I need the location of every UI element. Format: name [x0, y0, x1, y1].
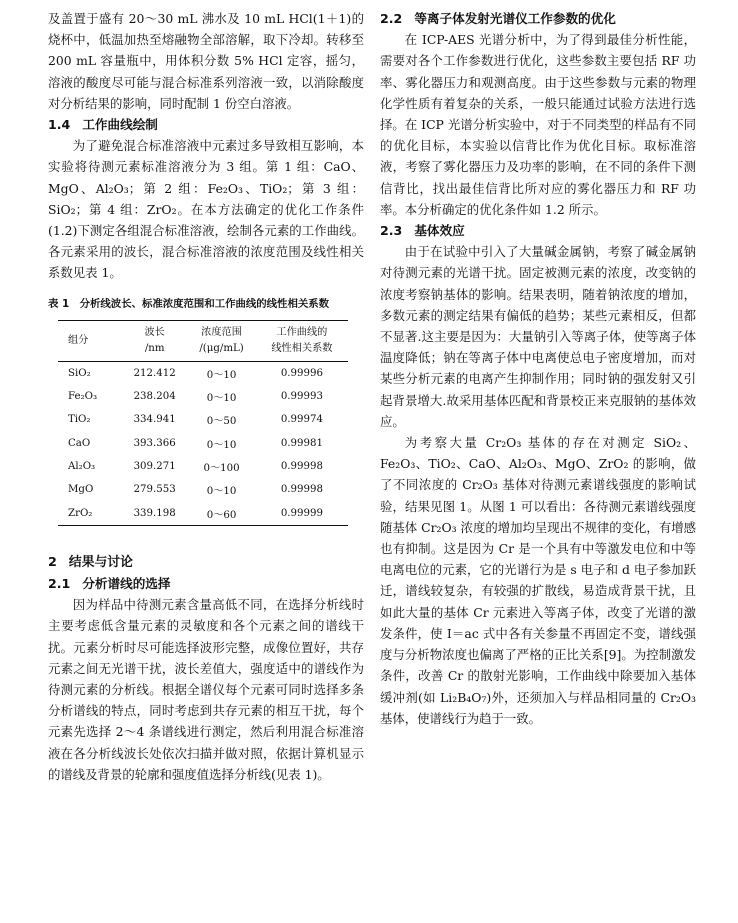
cell-coefficient: 0.99974 [280, 414, 323, 426]
cell-range: 0～10 [206, 369, 237, 381]
section-title: 分析谱线的选择 [82, 575, 171, 591]
section-number: 2.2 [380, 11, 403, 26]
cell-component: TiO₂ [68, 414, 91, 426]
cell-component: SiO₂ [68, 367, 91, 379]
cell-component: ZrO₂ [68, 507, 93, 519]
cell-wavelength: 393.366 [133, 437, 176, 449]
cell-coefficient: 0.99996 [280, 367, 323, 379]
cell-range: 0～100 [203, 462, 240, 474]
cell-component: Fe₂O₃ [68, 391, 98, 403]
cell-coefficient: 0.99999 [280, 507, 323, 519]
section-2-3-heading [380, 220, 696, 241]
section-1-4-paragraph: 为了避免混合标准溶液中元素过多导致相互影响，本实验将待测元素标准溶液分为 3 组。第 1 组：CaO、MgO、Al₂O₃；第 2 组：Fe₂O₃、TiO₂；第 3 组：SiO₂；第 4 组：ZrO₂。在本方法确定的优化工作条件(1.2)下测定各组混合标准溶液，绘制各元素的工作曲线。各元素采用的波长，混合标准溶液的浓度范围及线性相关系数见表 1。 [48, 138, 364, 281]
cell-wavelength: 279.553 [133, 484, 176, 496]
table-1 [58, 320, 348, 526]
table-row [58, 385, 348, 408]
header-wavelength: 波长 /nm [144, 326, 165, 354]
left-column [48, 8, 364, 785]
table-spacer [48, 526, 364, 552]
section-2-heading [48, 552, 364, 573]
section-2-3-paragraph-b: 为考察大量 Cr₂O₃ 基体的存在对测定 SiO₂、Fe₂O₃、TiO₂、CaO、Al₂O₃、MgO、ZrO₂ 的影响，做了不同浓度的 Cr₂O₃ 基体对待测元素谱线强度的影响试验，结果见图 1。从图 1 可以看出：各待测元素谱线强度随基体 Cr₂O₃ 浓度的增加均呈现出不规律的变化，有增感也有抑制。这是因为 Cr 是一个具有中等激发电位和中等电离电位的元素，它的光谱行为是 s 电子和 d 电子参加跃迁，谱线较复杂，有较强的扩散线，易造成背景干扰，且如此大量的基体 Cr 元素进入等离子体，改变了光谱的激发条件，使 I＝ac 式中各有关参量不再固定不变，谱线强度与分析物浓度也偏离了严格的正比关系[9]。为控制激发条件，改善 Cr 的散射光影响，工作曲线中除要加入基体缓冲剂(如 Li₂B₄O₇)外，还须加入与样品相同量的 Cr₂O₃ 基体，使谱线行为趋于一致。 [380, 435, 696, 726]
table-row [58, 432, 348, 455]
header-group: 组分 [68, 334, 89, 346]
cell-wavelength: 212.412 [133, 367, 176, 379]
cell-component: CaO [68, 437, 91, 449]
section-2-2-heading [380, 8, 696, 29]
cell-wavelength: 238.204 [133, 391, 176, 403]
section-2-2-paragraph: 在 ICP-AES 光谱分析中，为了得到最佳分析性能，需要对各个工作参数进行优化，这些参数主要包括 RF 功率、雾化器压力和观测高度。由于这些参数与元素的物理化学性质有着复杂的关系，一般只能通过试验方法进行选择。在 ICP 光谱分析实验中，对于不同类型的样品有不同的优化目标，本实验以信背比作为优化目标。取标准溶液，考察了雾化器压力及功率的影响，在不同的条件下测信背比，找出最佳信背比所对应的雾化器压力和 RF 功率。本分析确定的优化条件如 1.2 所示。 [380, 32, 696, 217]
cell-wavelength: 309.271 [133, 460, 176, 472]
section-1-4-heading [48, 114, 364, 135]
cell-range: 0～60 [206, 509, 237, 521]
section-number: 2.3 [380, 223, 403, 239]
header-range: 浓度范围 /(μg/mL) [199, 326, 244, 354]
table-1-caption: 表 1 分析线波长、标准浓度范围和工作曲线的线性相关系数 [48, 297, 330, 310]
section-number: 2.1 [48, 575, 71, 591]
table-row [58, 408, 348, 431]
cell-wavelength: 334.941 [133, 414, 176, 426]
cell-wavelength: 339.198 [133, 507, 176, 519]
table-row [58, 361, 348, 385]
cell-component: MgO [68, 484, 94, 496]
cell-range: 0～10 [206, 393, 237, 405]
cell-coefficient: 0.99981 [280, 437, 323, 449]
section-number: 1.4 [48, 117, 71, 133]
cell-range: 0～10 [206, 439, 237, 451]
section-title: 等离子体发射光谱仪工作参数的优化 [414, 11, 616, 26]
section-title: 工作曲线绘制 [82, 117, 158, 133]
table-row [58, 455, 348, 478]
cell-range: 0～50 [206, 416, 237, 428]
cell-coefficient: 0.99993 [280, 391, 323, 403]
section-title: 结果与讨论 [68, 554, 133, 570]
section-title: 基体效应 [414, 223, 465, 239]
cell-range: 0～10 [206, 486, 237, 498]
right-column [380, 8, 696, 729]
section-2-1-heading [48, 573, 364, 594]
intro-paragraph: 及盖置于盛有 20～30 mL 沸水及 10 mL HCl(1＋1)的烧杯中，低温加热至熔融物全部溶解，取下冷却。转移至 200 mL 容量瓶中，用体积分数 5% HCl 定容，摇匀，溶液的酸度尽可能与混合标准系列溶液一致，以消除酸度对分析结果的影响，同时配制 1 份空白溶液。 [48, 11, 364, 111]
section-number: 2 [48, 554, 57, 570]
section-2-3-paragraph-a: 由于在试验中引入了大量碱金属钠，考察了碱金属钠对待测元素的光谱干扰。固定被测元素的浓度，改变钠的浓度考察钠基体的影响。结果表明，随着钠浓度的增加，多数元素的测定结果有偏低的趋势；某些元素相反，但都不显著.这主要是因为：大量钠引入等离子体，使等离子体温度降低；钠在等离子体中电离使总电子密度增加，而对某些分析元素的电离产生抑制作用；同时钠的强发射又引起背景增大.故采用基体匹配和背景校正来克服钠的基体效应。 [380, 244, 696, 429]
table-header-row [58, 320, 348, 361]
cell-component: Al₂O₃ [68, 460, 96, 472]
table-row [58, 501, 348, 525]
cell-coefficient: 0.99998 [280, 484, 323, 496]
header-linear: 工作曲线的 线性相关系数 [271, 326, 333, 354]
table-row [58, 478, 348, 501]
section-2-1-paragraph: 因为样品中待测元素含量高低不同，在选择分析线时主要考虑低含量元素的灵敏度和各个元素之间的谱线干扰。元素分析时尽可能选择波形完整，成像位置好，共存元素之间无光谱干扰，波长差值大，强度适中的谱线作为待测元素的分析线。根据全谱仪每个元素可同时选择多条分析谱线的特点，同时考虑到共存元素的相互干扰，每个元素先选择 2～4 条谱线进行测定，然后利用混合标准溶液在各分析线波长处依次扫描并做对照，依据计算机显示的谱线及背景的轮廓和强度值选择分析线(见表 1)。 [48, 597, 364, 782]
cell-coefficient: 0.99998 [280, 460, 323, 472]
